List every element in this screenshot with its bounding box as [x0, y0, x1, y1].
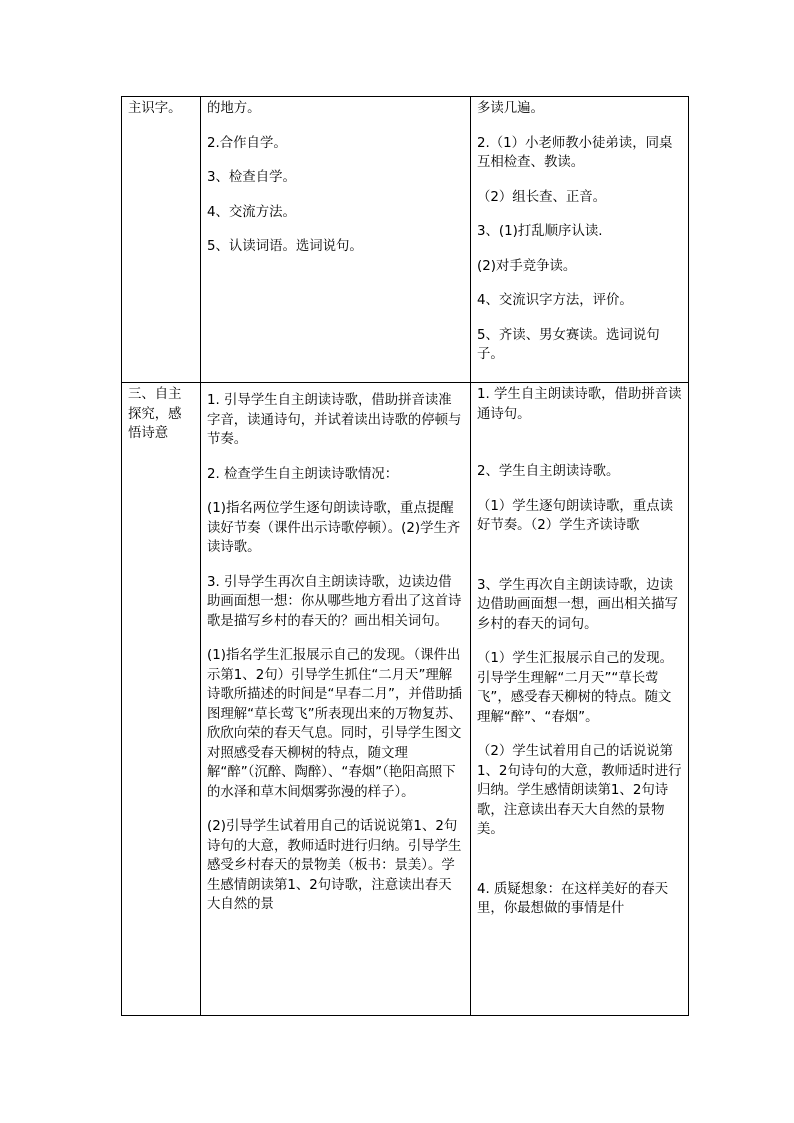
teacher-step: (2)引导学生试着用自己的话说说第1、2句诗句的大意，教师适时进行归纳。引导学生感受乡村春天的景物美（板书：景美）。学生感情朗读第1、2句诗歌，注意读出春天大自然的景: [207, 819, 462, 912]
teacher-step: (1)指名学生汇报展示自己的发现。（课件出示第1、2句）引导学生抓住“二月天”理解诗歌所描述的时间是“早春二月”，并借助插图理解“草长莺飞”所表现出来的万物复苏、欣欣向荣的春天气息。同时，引导学生图文对照感受春天柳树的特点，随文理解“醉”（沉醉、陶醉）、“春烟”（艳阳高照下的水泽和草木间烟雾弥漫的样子）。: [207, 648, 462, 800]
student-step: 3、学生再次自主朗读诗歌，边读边借助画面想一想，画出相关描写乡村的春天的词句。: [477, 577, 678, 632]
student-activity-cell: [471, 383, 689, 1016]
student-step: 2.（1）小老师教小徒弟读，同桌互相检查、教读。: [477, 135, 673, 170]
student-step: 1. 学生自主朗读诗歌，借助拼音读通诗句。: [477, 387, 682, 422]
teacher-step: 3、检查自学。: [207, 170, 296, 185]
table-row: [122, 383, 689, 1016]
student-step: 4. 质疑想象：在这样美好的春天里，你最想做的事情是什: [477, 881, 669, 916]
student-step: （1）学生汇报展示自己的发现。引导学生理解“二月天”“草长莺飞”，感受春天柳树的特点。随文理解“醉”、“春烟”。: [477, 651, 673, 725]
student-step: 4、交流识字方法，评价。: [477, 293, 633, 308]
stage-cell: [122, 383, 201, 1016]
student-step: (2)对手竞争读。: [477, 258, 577, 274]
student-step: 3、(1)打乱顺序认读.: [477, 224, 603, 239]
teacher-step: 2.合作自学。: [207, 135, 287, 151]
teacher-step: 1. 引导学生自主朗读诗歌，借助拼音读准字音，读通诗句，并试着读出诗歌的停顿与节奏。: [207, 393, 462, 447]
teacher-step: 5、认读词语。选词说句。: [207, 239, 363, 254]
teacher-step: (1)指名两位学生逐句朗读诗歌，重点提醒读好节奏（课件出示诗歌停顿）。(2)学生齐读诗歌。: [207, 501, 461, 555]
student-step: （2）学生试着用自己的话说说第1、2句诗句的大意，教师适时进行归纳。学生感情朗读第1、2句诗歌，注意读出春天大自然的景物美。: [477, 744, 682, 837]
teacher-step: 3. 引导学生再次自主朗读诗歌，边读边借助画面想一想：你从哪些地方看出了这首诗歌是描写乡村的春天的？画出相关词句。: [207, 574, 462, 629]
student-step: 多读几遍。: [477, 101, 544, 116]
table-row: [122, 97, 689, 383]
teacher-activity-cell: [201, 383, 471, 1016]
lesson-plan-table: [121, 96, 689, 1016]
student-step: 2、学生自主朗读诗歌。: [477, 464, 620, 479]
stage-label: 三、自主探究，感悟诗意: [128, 387, 182, 441]
student-step: 5、齐读、男女赛读。选词说句子。: [477, 327, 660, 362]
teacher-step: 2. 检查学生自主朗读诗歌情况：: [207, 466, 399, 482]
teacher-activity-cell: [201, 97, 471, 383]
teacher-step: 4、交流方法。: [207, 204, 296, 220]
student-step: （2）组长查、正音。: [477, 189, 607, 205]
stage-label: 主识字。: [128, 101, 182, 116]
student-step: （1）学生逐句朗读诗歌，重点读好节奏。（2）学生齐读诗歌: [477, 498, 673, 533]
student-activity-cell: [471, 97, 689, 383]
teacher-step: 的地方。: [207, 101, 261, 116]
stage-cell: [122, 97, 201, 383]
